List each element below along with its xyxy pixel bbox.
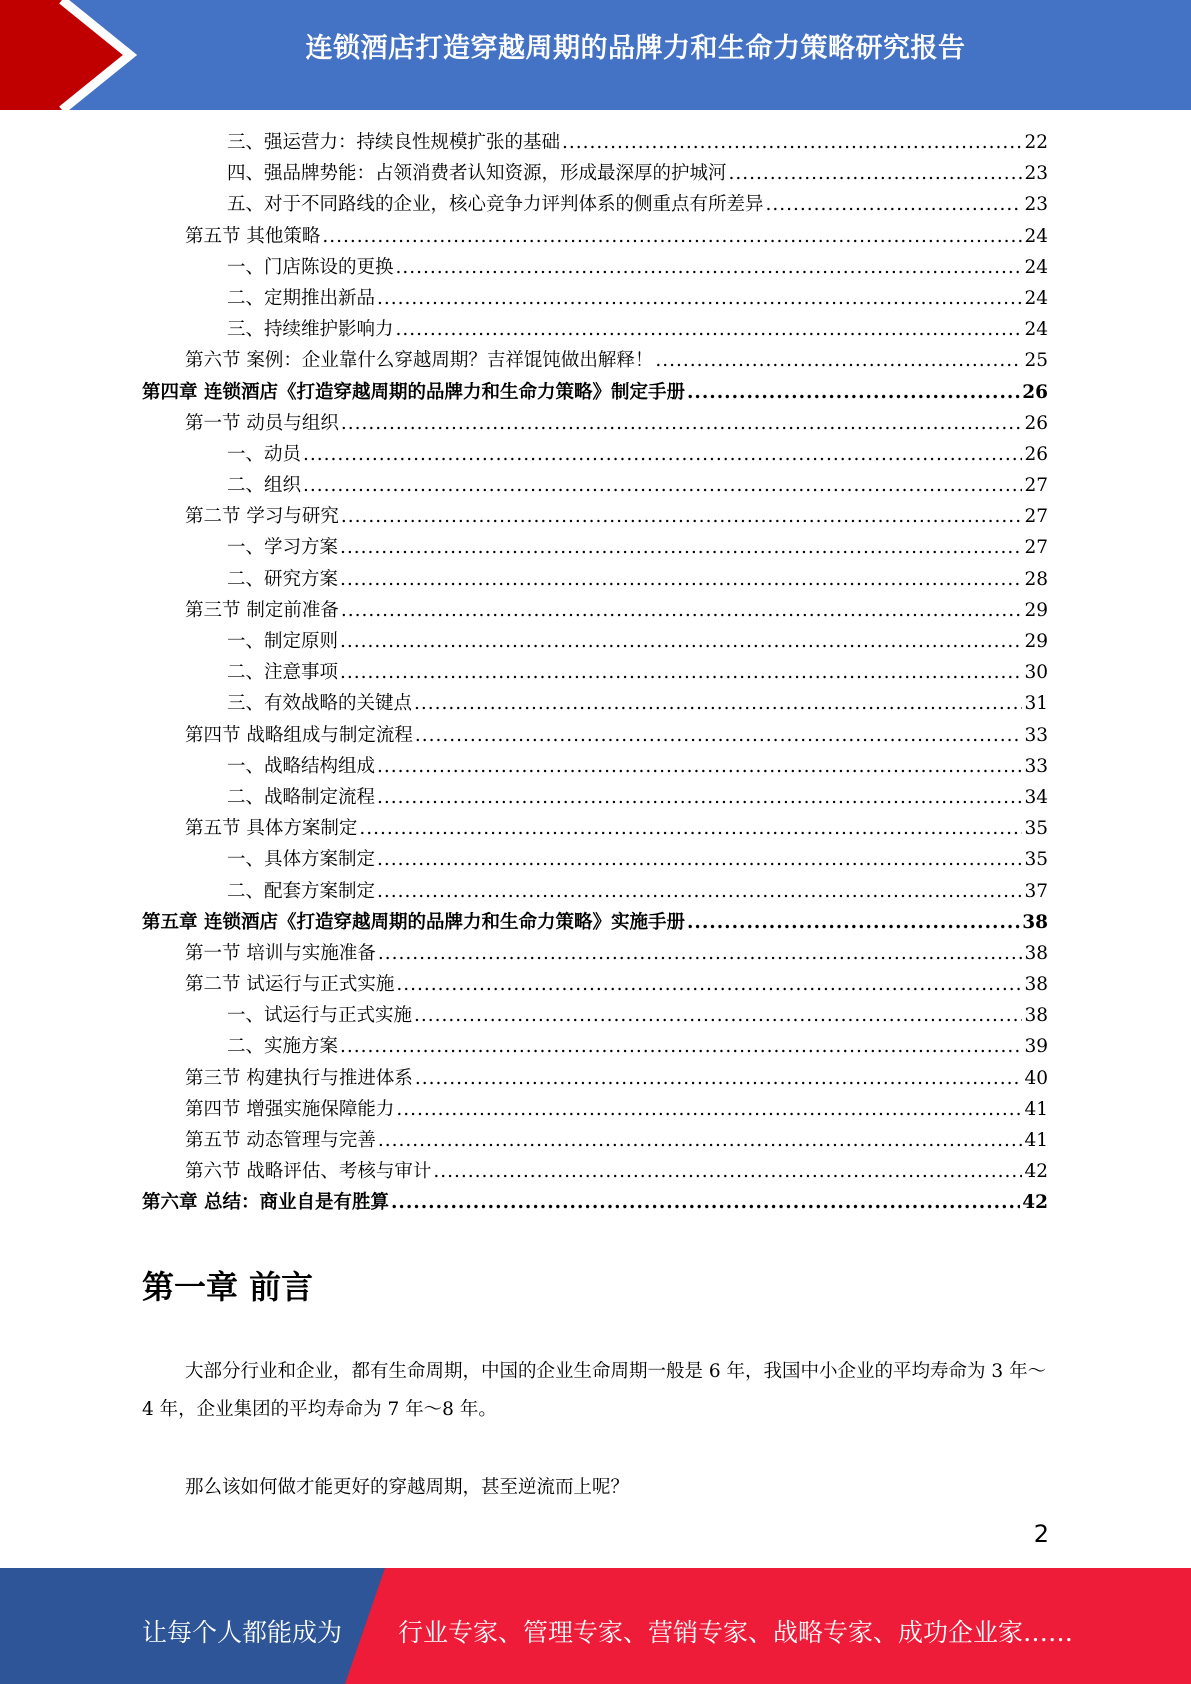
- toc-dot-leader: [433, 1161, 1022, 1182]
- toc-dot-leader: [377, 288, 1022, 309]
- red-arrow-icon: [0, 0, 160, 110]
- toc-entry-title: 一、门店陈设的更换: [227, 256, 394, 278]
- toc-dot-leader: [340, 1036, 1022, 1057]
- toc-entry-title: 五、对于不同路线的企业，核心竞争力评判体系的侧重点有所差异: [227, 194, 764, 216]
- toc-entry[interactable]: [142, 1126, 1048, 1157]
- toc-dot-leader: [340, 631, 1022, 652]
- toc-dot-leader: [396, 319, 1023, 340]
- toc-entry[interactable]: [142, 440, 1048, 471]
- toc-entry[interactable]: [142, 284, 1048, 315]
- toc-entry-title: 三、持续维护影响力: [227, 319, 394, 341]
- table-of-contents: [142, 128, 1048, 1220]
- report-title: 连锁酒店打造穿越周期的品牌力和生命力策略研究报告: [305, 33, 966, 64]
- toc-dot-leader: [396, 1099, 1022, 1120]
- toc-entry-title: 二、定期推出新品: [227, 287, 376, 309]
- toc-entry-page: 35: [1024, 849, 1048, 871]
- toc-entry-title: 三、有效战略的关键点: [227, 693, 413, 715]
- toc-entry[interactable]: [142, 721, 1048, 752]
- toc-entry-title: 第三节 制定前准备: [185, 599, 339, 621]
- toc-dot-leader: [396, 257, 1023, 278]
- toc-entry-page: 26: [1022, 381, 1048, 403]
- toc-entry-page: 23: [1024, 163, 1048, 185]
- toc-entry-page: 38: [1024, 1005, 1048, 1027]
- toc-entry-title: 第一节 动员与组织: [185, 412, 339, 434]
- toc-entry-title: 第四节 增强实施保障能力: [185, 1098, 395, 1120]
- toc-dot-leader: [341, 506, 1023, 527]
- toc-entry-page: 34: [1024, 786, 1048, 808]
- toc-entry-page: 24: [1024, 287, 1048, 309]
- toc-entry-page: 29: [1024, 631, 1048, 652]
- toc-entry-title: 一、试运行与正式实施: [227, 1005, 413, 1027]
- toc-dot-leader: [377, 756, 1022, 777]
- toc-entry[interactable]: [142, 970, 1048, 1001]
- toc-entry-title: 一、动员: [227, 443, 302, 465]
- toc-entry[interactable]: [142, 533, 1048, 564]
- toc-entry-title: 第五节 具体方案制定: [185, 818, 358, 840]
- toc-entry[interactable]: [142, 346, 1048, 377]
- toc-entry[interactable]: [142, 1032, 1048, 1063]
- toc-entry-page: 33: [1024, 724, 1048, 746]
- toc-entry-title: 四、强品牌势能：占领消费者认知资源，形成最深厚的护城河: [227, 163, 727, 185]
- toc-entry-title: 一、学习方案: [227, 537, 339, 559]
- toc-dot-leader: [391, 1192, 1020, 1213]
- toc-entry-page: 26: [1024, 412, 1048, 434]
- toc-dot-leader: [687, 912, 1020, 933]
- toc-entry-title: 二、战略制定流程: [227, 786, 376, 808]
- toc-entry-title: 第三节 构建执行与推进体系: [185, 1067, 413, 1089]
- toc-entry-page: 38: [1024, 942, 1048, 964]
- toc-entry[interactable]: [142, 1188, 1048, 1219]
- toc-entry-page: 41: [1024, 1130, 1048, 1151]
- toc-entry-title: 二、注意事项: [227, 662, 339, 684]
- toc-entry[interactable]: [142, 565, 1048, 596]
- toc-entry-title: 一、制定原则: [227, 631, 339, 652]
- toc-entry-page: 30: [1024, 662, 1048, 684]
- toc-dot-leader: [766, 194, 1023, 215]
- footer-slogan-left: 让每个人都能成为: [142, 1618, 343, 1647]
- toc-entry[interactable]: [142, 658, 1048, 689]
- toc-entry[interactable]: [142, 315, 1048, 346]
- toc-entry[interactable]: [142, 190, 1048, 221]
- toc-entry-page: 37: [1024, 880, 1048, 902]
- body-paragraph: 大部分行业和企业，都有生命周期，中国的企业生命周期一般是 6 年，我国中小企业的平均寿命为 3 年～4 年，企业集团的平均寿命为 7 年～8 年。: [142, 1361, 1047, 1420]
- toc-entry-page: 42: [1022, 1192, 1048, 1214]
- toc-entry[interactable]: [142, 502, 1048, 533]
- toc-entry[interactable]: [142, 1157, 1048, 1188]
- toc-entry-page: 41: [1024, 1098, 1048, 1120]
- toc-entry[interactable]: [142, 689, 1048, 720]
- toc-dot-leader: [415, 1068, 1023, 1089]
- toc-entry-page: 27: [1024, 506, 1048, 528]
- toc-entry-page: 24: [1024, 225, 1048, 247]
- toc-entry-title: 第五章 连锁酒店《打造穿越周期的品牌力和生命力策略》实施手册: [142, 911, 685, 933]
- page-number: 2: [1033, 1520, 1049, 1548]
- toc-dot-leader: [322, 226, 1022, 247]
- toc-entry-title: 二、实施方案: [227, 1036, 339, 1058]
- toc-dot-leader: [377, 849, 1022, 870]
- toc-entry[interactable]: [142, 877, 1048, 908]
- toc-dot-leader: [340, 662, 1022, 683]
- footer-banner: [0, 1568, 1191, 1684]
- toc-entry-page: 29: [1024, 599, 1048, 621]
- toc-entry-page: 40: [1024, 1067, 1048, 1089]
- toc-entry[interactable]: [142, 128, 1048, 159]
- toc-entry-title: 二、组织: [227, 475, 302, 497]
- toc-dot-leader: [378, 943, 1023, 964]
- toc-dot-leader: [687, 382, 1020, 403]
- toc-entry-title: 一、具体方案制定: [227, 849, 376, 871]
- toc-entry[interactable]: [142, 471, 1048, 502]
- toc-entry[interactable]: [142, 845, 1048, 876]
- toc-entry-page: 27: [1024, 537, 1048, 559]
- toc-dot-leader: [414, 693, 1022, 714]
- toc-entry-page: 27: [1024, 475, 1048, 497]
- toc-dot-leader: [341, 600, 1023, 621]
- toc-entry-page: 38: [1024, 974, 1048, 996]
- toc-entry-page: 24: [1024, 256, 1048, 278]
- footer-slogan-right: 行业专家、管理专家、营销专家、战略专家、成功企业家……: [398, 1618, 1074, 1647]
- toc-dot-leader: [303, 444, 1022, 465]
- toc-dot-leader: [396, 974, 1022, 995]
- toc-entry-page: 24: [1024, 319, 1048, 341]
- toc-entry[interactable]: [142, 1001, 1048, 1032]
- toc-entry-title: 第二节 试运行与正式实施: [185, 974, 395, 996]
- toc-entry-page: 28: [1024, 568, 1048, 590]
- toc-entry-page: 33: [1024, 755, 1048, 777]
- toc-dot-leader: [729, 163, 1023, 184]
- toc-dot-leader: [359, 818, 1022, 839]
- toc-dot-leader: [377, 787, 1022, 808]
- toc-entry-title: 第四节 战略组成与制定流程: [185, 724, 413, 746]
- toc-entry-title: 第二节 学习与研究: [185, 506, 339, 528]
- toc-entry-title: 一、战略结构组成: [227, 755, 376, 777]
- toc-entry[interactable]: [142, 814, 1048, 845]
- toc-dot-leader: [414, 1005, 1022, 1026]
- toc-dot-leader: [340, 569, 1022, 590]
- toc-entry[interactable]: [142, 253, 1048, 284]
- toc-entry-title: 二、研究方案: [227, 568, 339, 590]
- toc-dot-leader: [655, 350, 1022, 371]
- toc-entry-page: 31: [1024, 693, 1048, 715]
- toc-entry-title: 第六章 总结：商业自是有胜算: [142, 1192, 389, 1214]
- toc-dot-leader: [341, 413, 1023, 434]
- toc-entry[interactable]: [142, 752, 1048, 783]
- toc-dot-leader: [378, 1130, 1023, 1151]
- toc-entry-title: 第一节 培训与实施准备: [185, 942, 376, 964]
- chapter-heading: 第一章 前言: [142, 1268, 314, 1306]
- toc-entry[interactable]: [142, 378, 1048, 409]
- toc-entry-title: 第六节 案例：企业靠什么穿越周期？吉祥馄饨做出解释！: [185, 350, 654, 372]
- header-banner: [0, 0, 1191, 110]
- toc-dot-leader: [415, 725, 1023, 746]
- toc-entry[interactable]: [142, 783, 1048, 814]
- toc-entry-title: 第五节 其他策略: [185, 225, 321, 247]
- toc-entry[interactable]: [142, 409, 1048, 440]
- toc-entry[interactable]: [142, 222, 1048, 253]
- toc-entry-title: 三、强运营力：持续良性规模扩张的基础: [227, 132, 561, 153]
- toc-entry-page: 38: [1022, 911, 1048, 933]
- toc-entry[interactable]: [142, 596, 1048, 627]
- toc-entry-page: 23: [1024, 194, 1048, 216]
- toc-entry-title: 二、配套方案制定: [227, 880, 376, 902]
- toc-entry[interactable]: [142, 627, 1048, 658]
- toc-dot-leader: [340, 537, 1022, 558]
- toc-entry-page: 42: [1024, 1161, 1048, 1183]
- toc-dot-leader: [377, 881, 1022, 902]
- toc-entry[interactable]: [142, 159, 1048, 190]
- toc-entry-title: 第六节 战略评估、考核与审计: [185, 1161, 432, 1183]
- toc-entry-title: 第五节 动态管理与完善: [185, 1130, 376, 1151]
- toc-dot-leader: [303, 475, 1022, 496]
- toc-entry[interactable]: [142, 1064, 1048, 1095]
- body-paragraph: 那么该如何做才能更好的穿越周期，甚至逆流而上呢？: [185, 1477, 630, 1498]
- toc-entry[interactable]: [142, 1095, 1048, 1126]
- toc-entry-page: 22: [1024, 132, 1048, 153]
- toc-dot-leader: [562, 132, 1022, 153]
- toc-entry-title: 第四章 连锁酒店《打造穿越周期的品牌力和生命力策略》制定手册: [142, 381, 685, 403]
- toc-entry-page: 26: [1024, 443, 1048, 465]
- toc-entry-page: 35: [1024, 818, 1048, 840]
- toc-entry[interactable]: [142, 939, 1048, 970]
- toc-entry-page: 25: [1024, 350, 1048, 372]
- toc-entry-page: 39: [1024, 1036, 1048, 1058]
- toc-entry[interactable]: [142, 908, 1048, 939]
